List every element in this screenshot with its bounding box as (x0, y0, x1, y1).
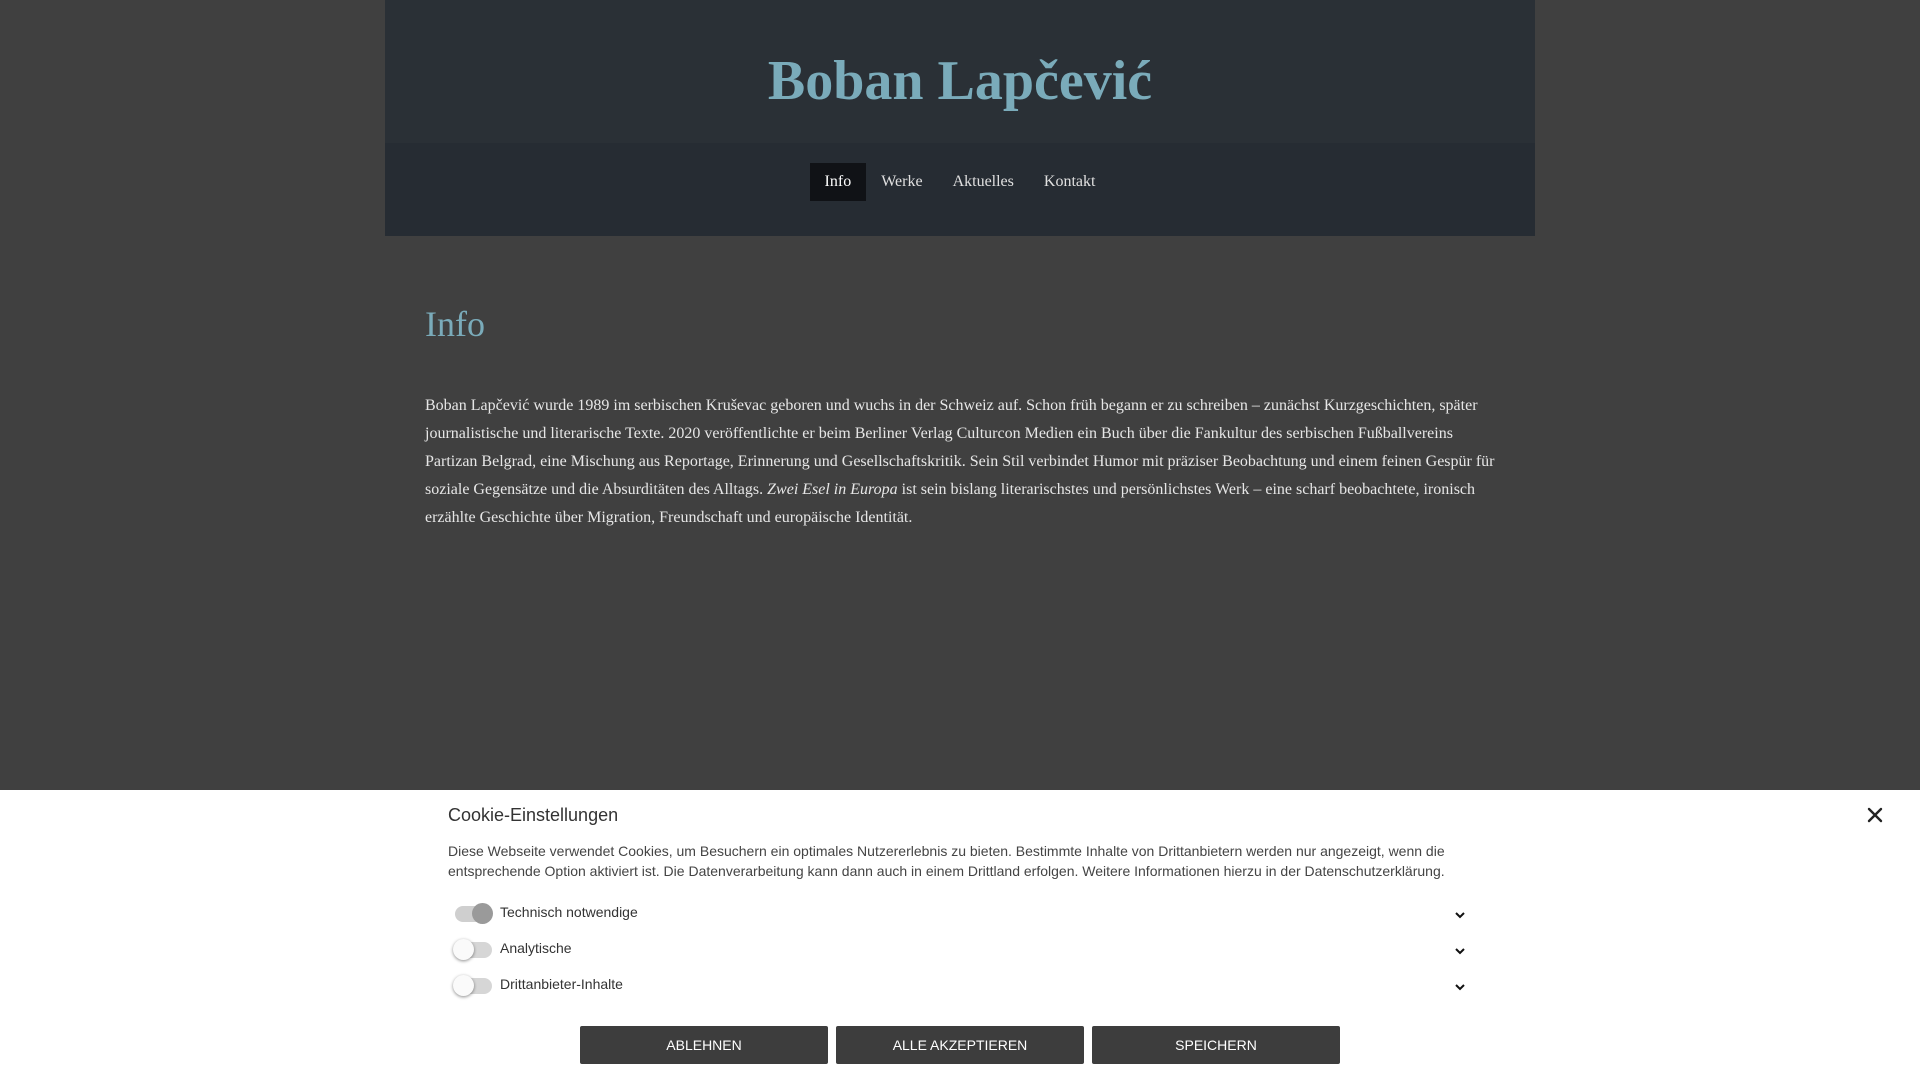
cookie-title: Cookie-Einstellungen (448, 805, 619, 825)
cookie-option-third-party (455, 974, 1470, 1000)
save-button[interactable]: SPEICHERN (1092, 1026, 1340, 1064)
cookie-option-technical (455, 902, 1470, 928)
book-title: Zwei Esel in Europa (767, 481, 898, 498)
main-nav (385, 143, 1535, 236)
chevron-down-icon[interactable] (1453, 908, 1467, 922)
toggle-knob (453, 975, 474, 996)
bio-text-part1: Boban Lapčević wurde 1989 im serbischen Kruševac geboren und wuchs in der Schweiz auf. Schon früh begann er zu schreiben – zunächst Kurzgeschichten, später journalistische und literarische Texte. 2020 veröffentlichte er beim Berliner Verlag Culturcon Medien ein Buch über die Fankultur des serbischen Fußballvereins Partizan Belgrad, eine Mischung aus Reportage, Erinnerung und Gesellschaftskritik. Sein Stil verbindet Humor mit präziser Beobachtung und einem feinen Gespür für soziale Gegensätze und die Absurditäten des Alltags. (425, 397, 1495, 498)
bio-paragraph (425, 392, 1495, 532)
cookie-description: Diese Webseite verwendet Cookies, um Besuchern ein optimales Nutzererlebnis zu bieten. Bestimmte Inhalte von Drittanbietern werden nur angezeigt, wenn die entsprechende Option aktiviert ist. Die Datenverarbeitung kann dann auch in einem Drittland erfolgen. Weitere Informationen hierzu in der Datenschutzerklärung. (448, 843, 1445, 879)
option-label: Technisch notwendige (500, 904, 638, 920)
option-label: Drittanbieter-Inhalte (500, 976, 623, 992)
toggle-knob (472, 903, 493, 924)
chevron-down-icon[interactable] (1453, 944, 1467, 958)
main-content (385, 302, 1535, 532)
option-label: Analytische (500, 940, 572, 956)
reject-button[interactable]: ABLEHNEN (580, 1026, 828, 1064)
site-title[interactable]: Boban Lapčević (767, 50, 1153, 112)
nav-item-kontakt[interactable]: Kontakt (1043, 173, 1096, 190)
analytics-toggle[interactable] (455, 942, 492, 958)
close-icon[interactable] (1864, 804, 1886, 826)
accept-all-button[interactable]: ALLE AKZEPTIEREN (836, 1026, 1084, 1064)
bio-text-part2: ist sein bislang literarischstes und persönlichstes Werk – eine scharf beobachtete, ironisch erzählte Geschichte über Migration, Freundschaft und europäische Identität. (425, 481, 1476, 526)
cookie-option-analytics (455, 938, 1470, 964)
page-title: Info (425, 304, 485, 344)
site-header (385, 0, 1535, 143)
nav-item-aktuelles[interactable]: Aktuelles (952, 173, 1014, 190)
third-party-toggle[interactable] (455, 978, 492, 994)
chevron-down-icon[interactable] (1453, 980, 1467, 994)
cookie-banner (0, 790, 1920, 1080)
nav-item-werke[interactable]: Werke (881, 173, 923, 190)
technical-toggle[interactable] (455, 906, 492, 922)
page-wrapper (385, 0, 1535, 532)
nav-item-info[interactable]: Info (810, 163, 867, 201)
toggle-knob (453, 939, 474, 960)
